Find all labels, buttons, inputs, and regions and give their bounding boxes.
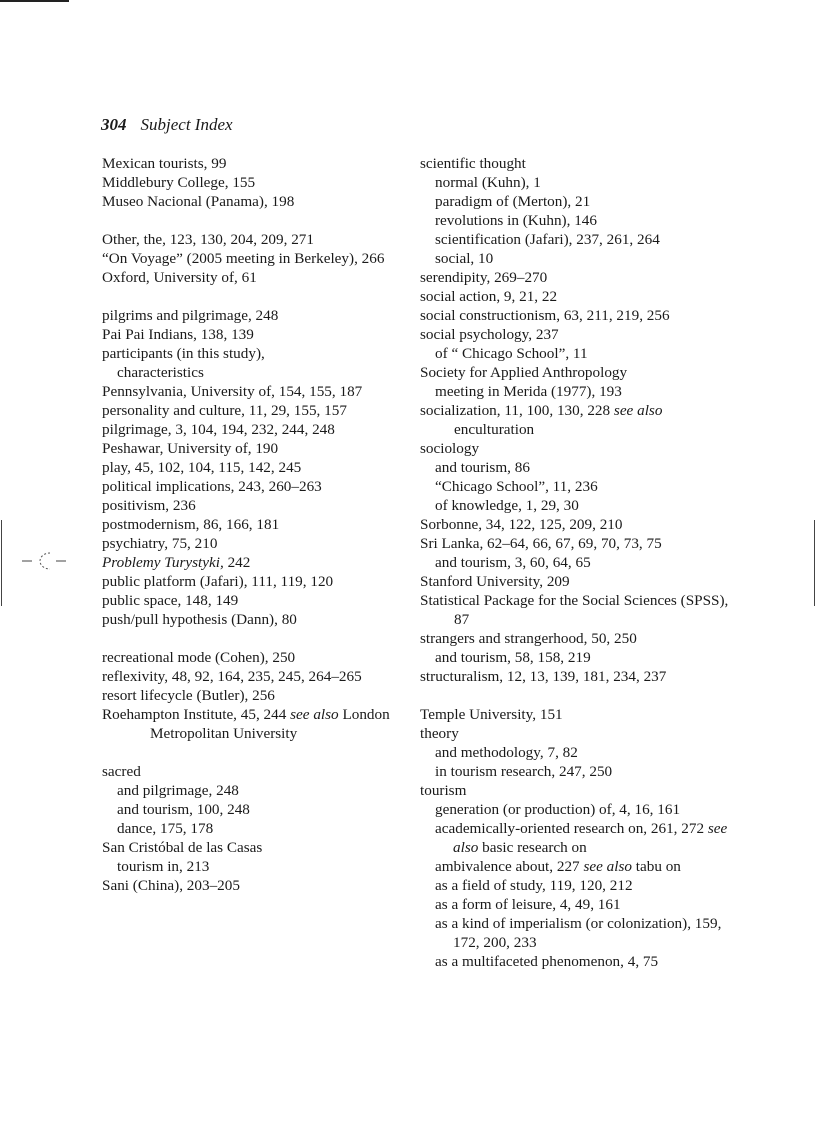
crop-mark-left [1, 520, 2, 606]
index-entry: Statistical Package for the Social Sciences (SPSS), 87 [420, 592, 729, 628]
index-entry: social action, 9, 21, 22 [420, 288, 558, 305]
index-subentry: and tourism, 86 [435, 459, 530, 476]
index-entry: sociology [420, 440, 480, 457]
index-subentry: characteristics [117, 364, 204, 381]
index-entry: strangers and strangerhood, 50, 250 [420, 630, 637, 647]
index-subentry: tourism in, 213 [117, 858, 210, 875]
index-entry: push/pull hypothesis (Dann), 80 [102, 611, 297, 628]
index-entry: Temple University, 151 [420, 706, 563, 723]
index-entry: Sorbonne, 34, 122, 125, 209, 210 [420, 516, 623, 533]
index-entry: public space, 148, 149 [102, 592, 239, 609]
index-entry: Sani (China), 203–205 [102, 877, 240, 894]
index-subentry: revolutions in (Kuhn), 146 [435, 212, 597, 229]
index-subentry: and pilgrimage, 248 [117, 782, 239, 799]
index-entry: Pai Pai Indians, 138, 139 [102, 326, 254, 343]
index-entry: Peshawar, University of, 190 [102, 440, 279, 457]
index-entry: scientific thought [420, 155, 526, 172]
index-subentry: ambivalence about, 227 see also tabu on [435, 858, 681, 875]
index-subentry: in tourism research, 247, 250 [435, 763, 613, 780]
index-entry: Stanford University, 209 [420, 573, 570, 590]
index-subentry: and methodology, 7, 82 [435, 744, 578, 761]
index-subentry: and tourism, 58, 158, 219 [435, 649, 591, 666]
index-subentry: social, 10 [435, 250, 494, 267]
index-subentry: paradigm of (Merton), 21 [435, 193, 591, 210]
index-subentry: and tourism, 3, 60, 64, 65 [435, 554, 591, 571]
index-subentry: of “ Chicago School”, 11 [435, 345, 588, 362]
index-subentry: as a field of study, 119, 120, 212 [435, 877, 633, 894]
index-entry: positivism, 236 [102, 497, 196, 514]
crop-mark-top [0, 0, 69, 2]
index-entry: recreational mode (Cohen), 250 [102, 649, 296, 666]
index-subentry: as a form of leisure, 4, 49, 161 [435, 896, 621, 913]
index-entry: theory [420, 725, 459, 742]
running-head [101, 115, 233, 135]
page-number: 304 [101, 115, 127, 134]
index-entry: serendipity, 269–270 [420, 269, 548, 286]
index-entry: social psychology, 237 [420, 326, 559, 343]
index-entry: Middlebury College, 155 [102, 174, 256, 191]
index-subentry: scientification (Jafari), 237, 261, 264 [435, 231, 660, 248]
index-subentry: meeting in Merida (1977), 193 [435, 383, 622, 400]
index-subentry: generation (or production) of, 4, 16, 161 [435, 801, 681, 818]
entry-gap [101, 743, 401, 762]
index-entry: Roehampton Institute, 45, 244 see also London Metropolitan University [102, 706, 390, 742]
index-entry: resort lifecycle (Butler), 256 [102, 687, 275, 704]
entry-gap [419, 686, 739, 705]
crop-mark-right [814, 520, 815, 606]
index-entry: psychiatry, 75, 210 [102, 535, 218, 552]
index-column-left [101, 154, 401, 895]
index-entry: socialization, 11, 100, 130, 228 see also enculturation [420, 402, 663, 438]
index-entry: public platform (Jafari), 111, 119, 120 [102, 573, 334, 590]
index-entry: structuralism, 12, 13, 139, 181, 234, 237 [420, 668, 667, 685]
index-entry: sacred [102, 763, 141, 780]
index-entry: pilgrims and pilgrimage, 248 [102, 307, 279, 324]
entry-gap [101, 211, 401, 230]
index-subentry: as a multifaceted phenomenon, 4, 75 [435, 953, 659, 970]
index-entry: reflexivity, 48, 92, 164, 235, 245, 264–265 [102, 668, 362, 685]
entry-gap [101, 629, 401, 648]
index-entry: Mexican tourists, 99 [102, 155, 227, 172]
index-column-right [419, 154, 739, 971]
index-subentry: of knowledge, 1, 29, 30 [435, 497, 579, 514]
index-entry: Sri Lanka, 62–64, 66, 67, 69, 70, 73, 75 [420, 535, 662, 552]
index-entry: play, 45, 102, 104, 115, 142, 245 [102, 459, 302, 476]
index-entry: postmodernism, 86, 166, 181 [102, 516, 280, 533]
index-entry: Problemy Turystyki, 242 [102, 554, 251, 571]
index-entry: tourism [420, 782, 467, 799]
index-subentry: dance, 175, 178 [117, 820, 214, 837]
entry-gap [101, 287, 401, 306]
index-subentry: as a kind of imperialism (or colonization), 159, 172, 200, 233 [435, 915, 722, 951]
index-entry: participants (in this study), [102, 345, 265, 362]
index-entry: Other, the, 123, 130, 204, 209, 271 [102, 231, 314, 248]
index-entry: pilgrimage, 3, 104, 194, 232, 244, 248 [102, 421, 335, 438]
index-subentry: academically-oriented research on, 261, 272 see also basic research on [435, 820, 728, 856]
index-subentry: “Chicago School”, 11, 236 [435, 478, 598, 495]
index-entry: Museo Nacional (Panama), 198 [102, 193, 295, 210]
index-entry: “On Voyage” (2005 meeting in Berkeley), 266 [102, 250, 385, 267]
index-entry: political implications, 243, 260–263 [102, 478, 322, 495]
index-entry: San Cristóbal de las Casas [102, 839, 263, 856]
page-title: Subject Index [140, 115, 233, 134]
index-subentry: and tourism, 100, 248 [117, 801, 250, 818]
registration-mark-icon [22, 549, 68, 573]
index-subentry: normal (Kuhn), 1 [435, 174, 541, 191]
index-entry: personality and culture, 11, 29, 155, 157 [102, 402, 347, 419]
index-entry: Pennsylvania, University of, 154, 155, 187 [102, 383, 363, 400]
index-entry: Society for Applied Anthropology [420, 364, 628, 381]
index-entry: Oxford, University of, 61 [102, 269, 257, 286]
index-entry: social constructionism, 63, 211, 219, 256 [420, 307, 670, 324]
